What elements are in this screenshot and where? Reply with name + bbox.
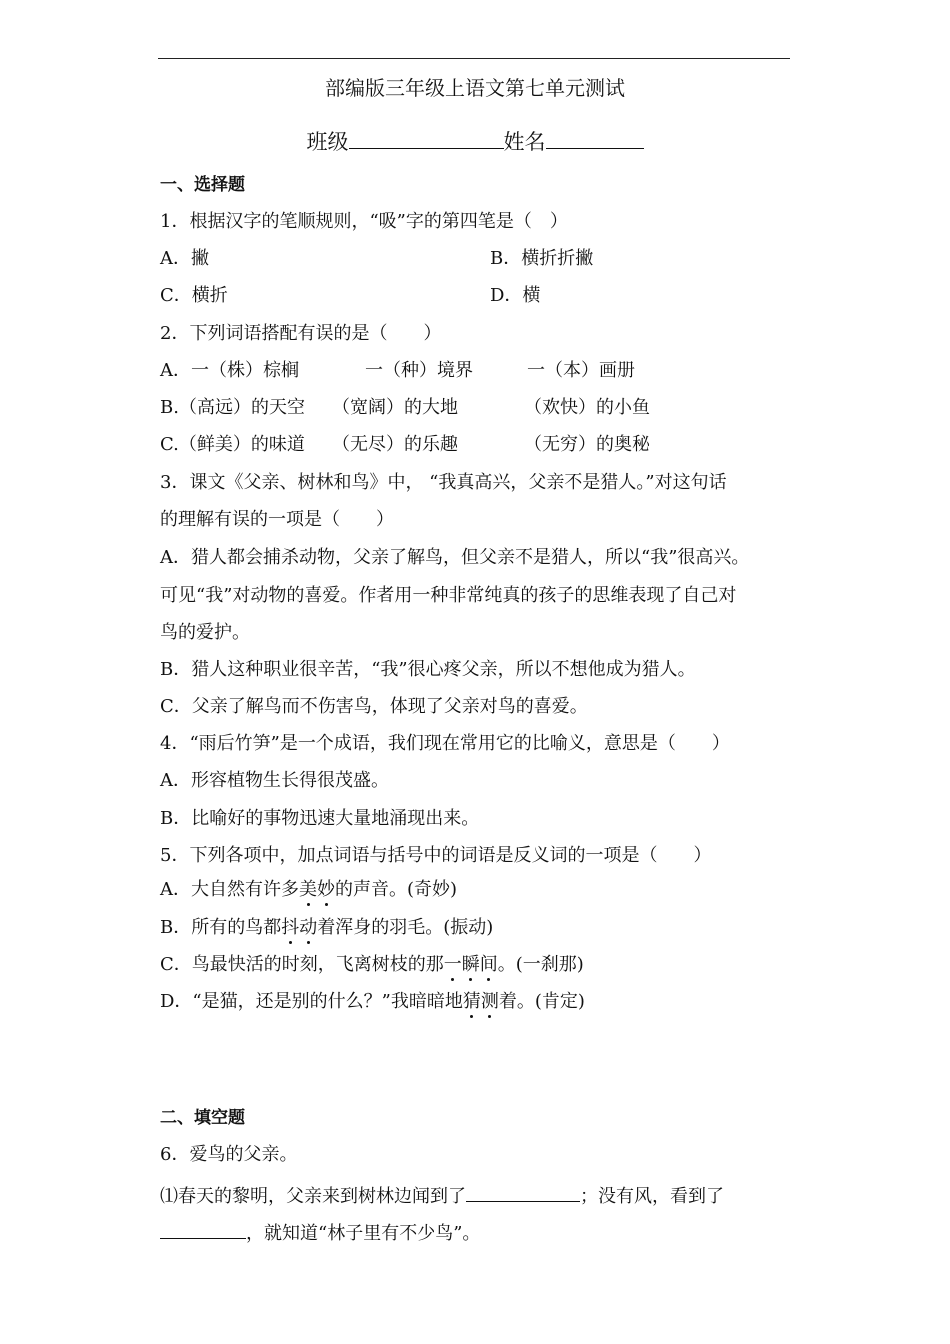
q5-d-emphasis-1: 猜: [462, 991, 481, 1012]
q2-option-a[interactable]: [160, 359, 635, 383]
q2-b-part3: （欢快）的小鱼: [524, 397, 650, 418]
q4-stem: 4．“雨后竹笋”是一个成语，我们现在常用它的比喻义，意思是（ ）: [160, 733, 730, 754]
q6-blank-2[interactable]: [160, 1218, 246, 1239]
q5-option-c[interactable]: [160, 953, 584, 977]
page-title: 部编版三年级上语文第七单元测试: [325, 76, 625, 100]
q5-b-text-end: 着浑身的羽毛。(振动): [317, 917, 494, 938]
q2-a-part1: A．一（株）棕榈: [160, 360, 299, 381]
q2-stem: 2．下列词语搭配有误的是（ ）: [160, 323, 442, 344]
q4-option-b[interactable]: B．比喻好的事物迅速大量地涌现出来。: [160, 808, 480, 829]
q5-stem: 5．下列各项中，加点词语与括号中的词语是反义词的一项是（ ）: [160, 845, 712, 866]
q5-d-text: D．“是猫，还是别的什么？”我暗暗地: [160, 991, 463, 1012]
q2-c-part3: （无穷）的奥秘: [524, 434, 650, 455]
q6-part1-line1: [160, 1181, 724, 1209]
q5-c-emphasis-1: 一: [443, 954, 462, 975]
q5-b-emphasis-1: 抖: [281, 917, 300, 938]
q2-a-part3: 一（本）画册: [527, 360, 635, 381]
q1-option-a[interactable]: A．撇: [160, 248, 209, 269]
q5-c-text-end: 。(一刹那): [497, 954, 584, 975]
q3-stem-line1: 3．课文《父亲、树林和鸟》中， “我真高兴，父亲不是猎人。”对这句话: [160, 472, 727, 493]
q2-option-c[interactable]: [160, 433, 650, 457]
q1-option-b[interactable]: B．横折折撇: [490, 248, 594, 269]
q5-a-text-end: 的声音。(奇妙): [335, 879, 458, 900]
q1-stem: 1．根据汉字的笔顺规则，“吸”字的第四笔是（ ）: [160, 211, 568, 232]
q5-c-text: C．鸟最快活的时刻，飞离树枝的那: [160, 954, 444, 975]
q4-option-a[interactable]: A．形容植物生长得很茂盛。: [160, 770, 389, 791]
q5-a-text: A．大自然有许多: [160, 879, 299, 900]
class-blank[interactable]: [349, 128, 504, 149]
q2-a-part2: 一（种）境界: [365, 360, 473, 381]
class-label: 班级: [306, 130, 349, 154]
q2-c-part2: （无尽）的乐趣: [332, 434, 458, 455]
q5-b-emphasis-2: 动: [299, 917, 318, 938]
q1-option-d[interactable]: D．横: [490, 285, 541, 306]
q5-option-a[interactable]: [160, 878, 457, 902]
q3-option-a-line1[interactable]: A．猎人都会捕杀动物，父亲了解鸟，但父亲不是猎人，所以“我”很高兴。: [160, 547, 750, 568]
q6-part1-text-3: ，就知道“林子里有不少鸟”。: [246, 1223, 481, 1244]
q1-option-c[interactable]: C．横折: [160, 285, 228, 306]
q5-b-text: B．所有的鸟都: [160, 917, 282, 938]
q3-option-b[interactable]: B．猎人这种职业很辛苦，“我”很心疼父亲，所以不想他成为猎人。: [160, 659, 696, 680]
q3-stem-line2: 的理解有误的一项是（ ）: [160, 509, 394, 530]
header-rule: [158, 58, 790, 59]
q6-blank-1[interactable]: [466, 1181, 580, 1202]
q5-d-emphasis-2: 测: [480, 991, 499, 1012]
q5-a-emphasis-1: 美: [299, 879, 317, 900]
q2-option-b[interactable]: [160, 396, 650, 420]
q3-option-a-line3: 鸟的爱护。: [160, 622, 250, 643]
q3-option-c[interactable]: C．父亲了解鸟而不伤害鸟，体现了父亲对鸟的喜爱。: [160, 696, 588, 717]
q6-part1-line2: [160, 1218, 480, 1246]
q2-c-part1: C.（鲜美）的味道: [160, 434, 305, 455]
q2-b-part2: （宽阔）的大地: [332, 397, 458, 418]
section-choice-heading: 一、选择题: [160, 175, 245, 195]
q5-a-emphasis-2: 妙: [317, 879, 335, 900]
q6-part1-text-2: ；没有风，看到了: [580, 1186, 724, 1207]
class-name-line: [0, 128, 950, 154]
q6-part1-text: ⑴春天的黎明，父亲来到树林边闻到了: [160, 1186, 466, 1207]
section-fill-heading: 二、填空题: [160, 1108, 245, 1128]
q5-c-emphasis-2: 瞬: [461, 954, 480, 975]
name-label: 姓名: [503, 130, 546, 154]
q6-stem: 6．爱鸟的父亲。: [160, 1144, 298, 1165]
q2-b-part1: B.（高远）的天空: [160, 397, 305, 418]
q3-option-a-line2: 可见“我”对动物的喜爱。作者用一种非常纯真的孩子的思维表现了自己对: [160, 585, 737, 606]
q5-d-text-end: 着。(肯定): [498, 991, 585, 1012]
q5-option-b[interactable]: [160, 916, 493, 940]
name-blank[interactable]: [546, 128, 644, 149]
q5-option-d[interactable]: [160, 990, 585, 1014]
q5-c-emphasis-3: 间: [479, 954, 498, 975]
